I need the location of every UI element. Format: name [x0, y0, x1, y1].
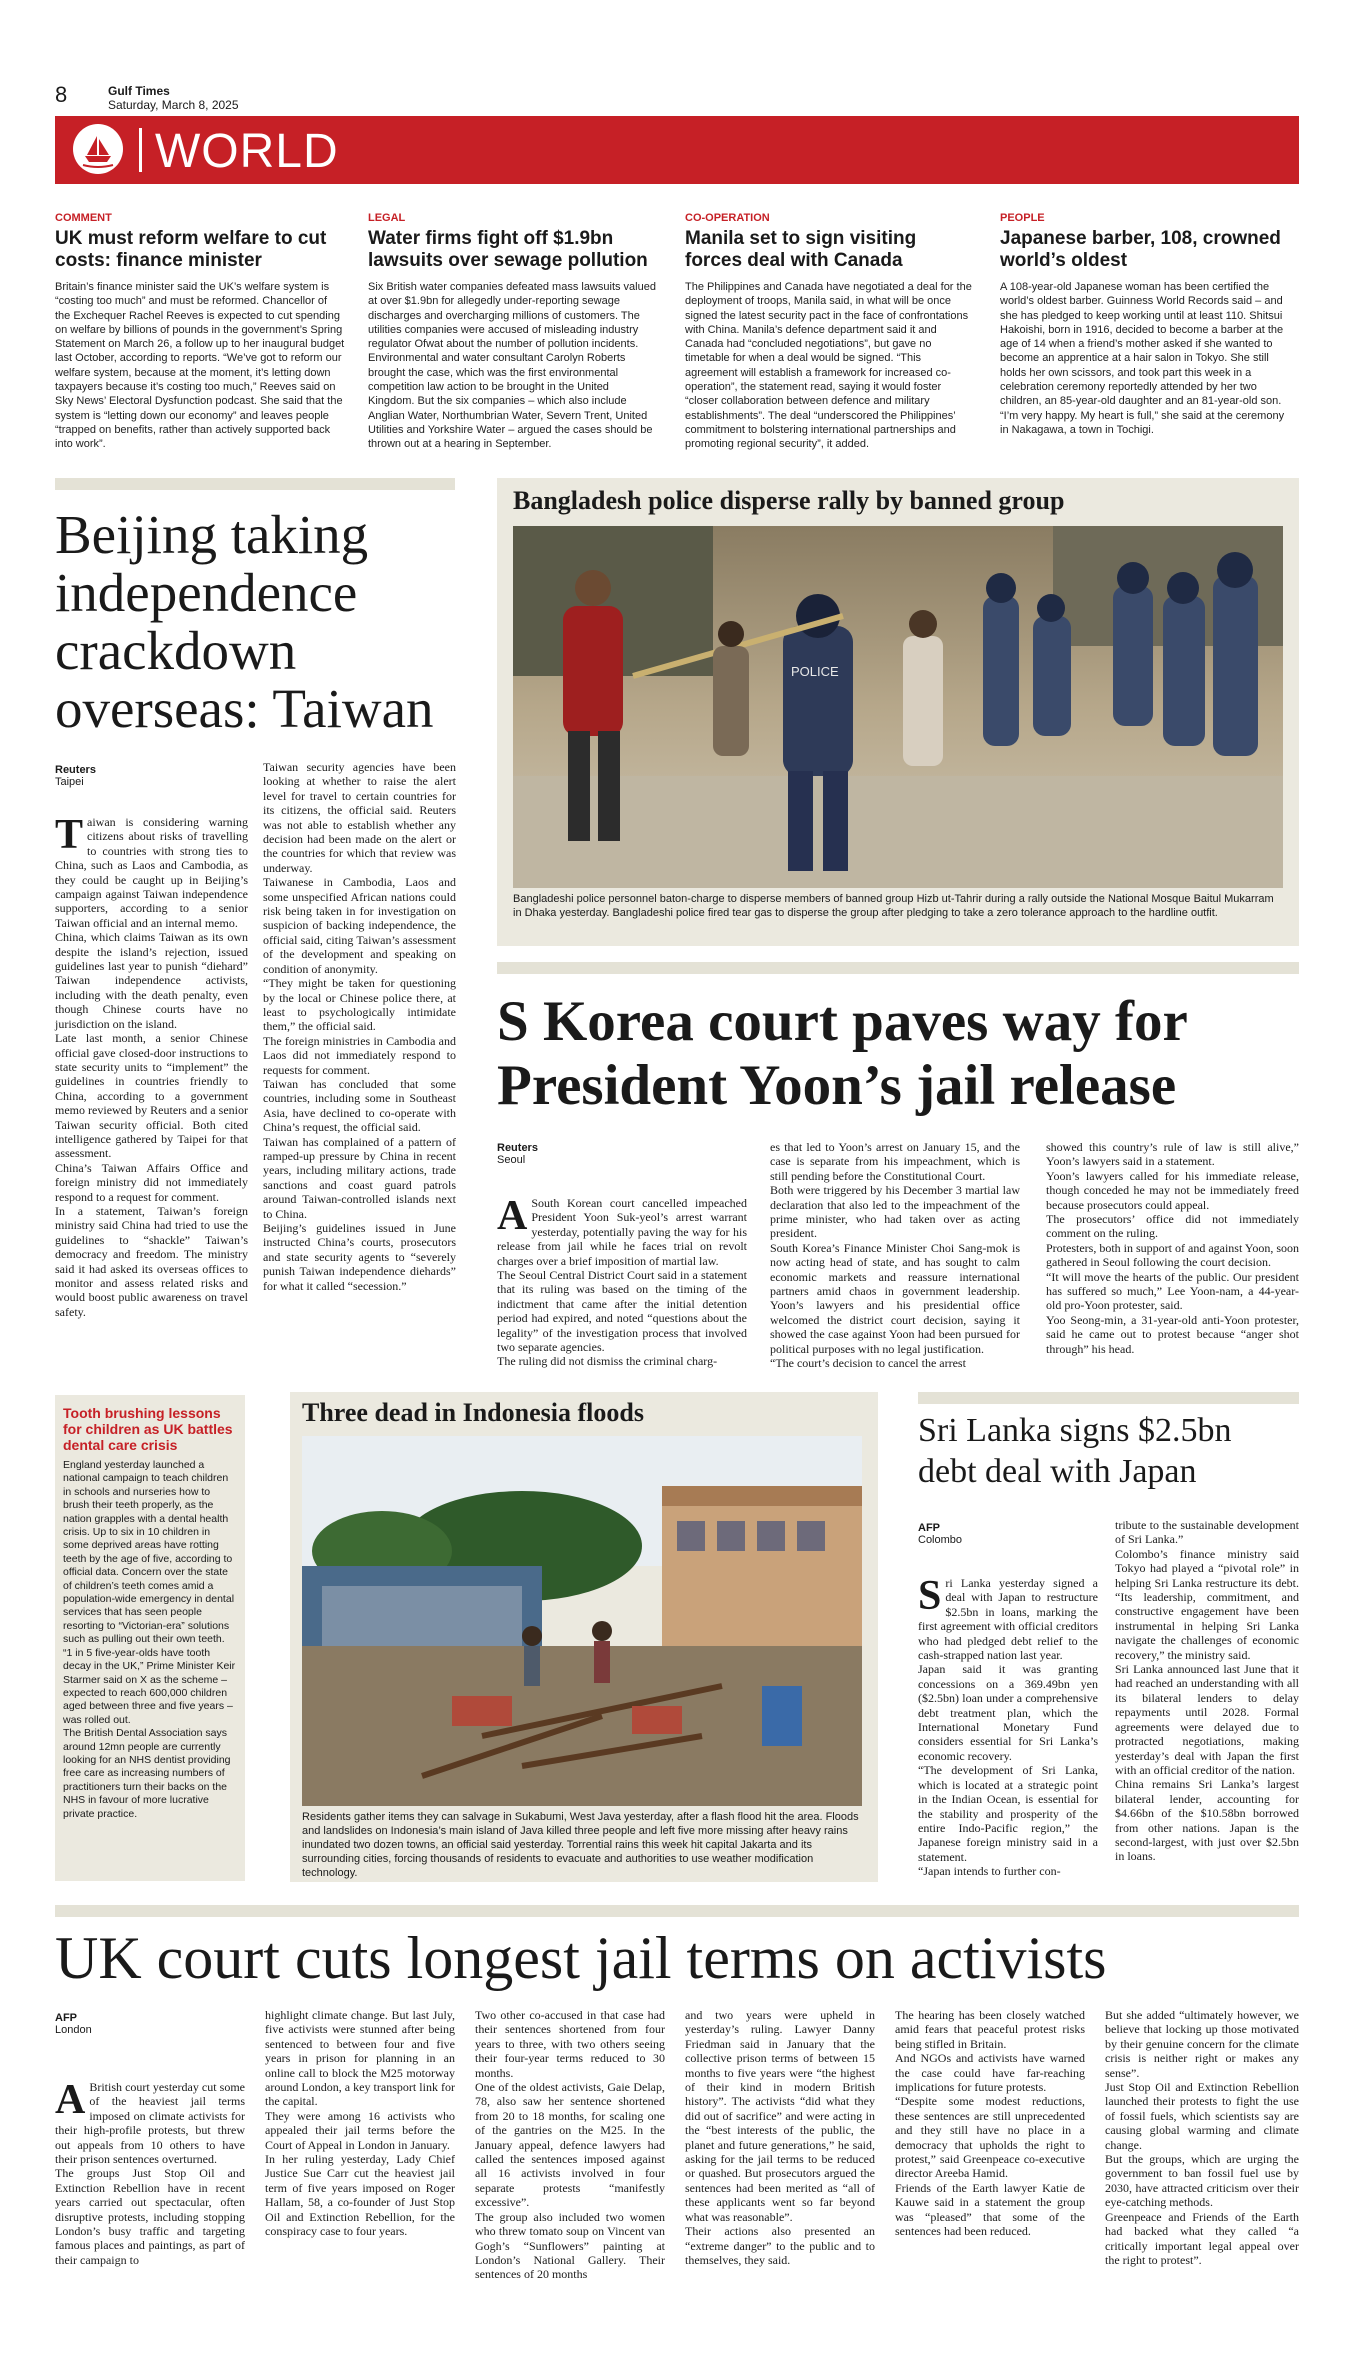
- story-text: But she added “ultimately however, we believe that locking up those motivated by their genuine concern for the climate crisis is neither right or makes any sense”. Just Stop Oil and Extinction Rebellion launched their protests to fight the use of fossil fuels, which scientists say are causing global warming and climate change. But the groups, which are urging the government to ban fossil fuel use by 2030, have attracted criticism over their eye-catching methods. Greenpeace and Friends of the Earth had backed what they called “a critically important legal appeal over the right to protest”.: [1105, 2008, 1299, 2267]
- section-title: WORLD: [155, 125, 339, 178]
- photo-headline[interactable]: Bangladesh police disperse rally by banned group: [513, 486, 1065, 515]
- drop-cap: T: [55, 812, 84, 858]
- brief-kicker: CO-OPERATION: [685, 212, 770, 224]
- story-column: [770, 1140, 1020, 1371]
- sidebar-headline[interactable]: Tooth brushing lessons for children as UK battles dental care crisis: [63, 1405, 233, 1453]
- drop-cap: S: [918, 1573, 942, 1619]
- story-column: [1105, 2008, 1299, 2267]
- story-column: [263, 760, 456, 1293]
- story-column: [475, 2008, 665, 2282]
- brief-barber: [1000, 212, 1290, 437]
- story-text: and two years were upheld in yesterday’s ruling. Lawyer Danny Friedman said in January that the collective prison terms of between 15 months to five years were “the highest of their kind in modern British history”. The activists “did what they did out of sacrifice” and were acting in the “best interests of the public, the planet and future generations,” he said, asking for the jail terms to be reduced or quashed. But prosecutors argued the sentences had been merited as “all of these applicants went so far beyond what was reasonable”. Their actions also presented an “extreme danger” to the public and to themselves, they said.: [685, 2008, 875, 2267]
- brief-body: Six British water companies defeated mass lawsuits valued at over $1.9bn for allegedly under-reporting sewage discharges and overcharging millions of customers. The utilities companies were accused of misleading industry regulator Ofwat about the number of pollution incidents. Environmental and water consultant Carolyn Roberts brought the case, which was the first environmental competition law action to be brought in the United Kingdom. But the six companies – which also include Anglian Water, Northumbrian Water, Severn Trent, United Utilities and Yorkshire Water – argued the cases should be thrown out at a hearing in September.: [368, 281, 656, 451]
- paper-name: Gulf Times: [108, 84, 170, 98]
- story-column: [1046, 1140, 1299, 1356]
- banner-divider: [139, 128, 142, 172]
- section-rule: [497, 962, 1299, 974]
- brief-kicker: LEGAL: [368, 212, 406, 224]
- story-headline-taiwan[interactable]: Beijing taking independence crackdown overseas: Taiwan: [55, 504, 434, 739]
- story-column: [918, 1573, 1098, 1879]
- brief-body: Britain’s finance minister said the UK’s welfare system is “costing too much” and must be reformed. Chancellor of the Exchequer Rachel Reeves is expected to cut spending on welfare by billions of pounds in the government’s Spring Statement on March 26, a follow up to her inaugural budget last October, according to reports. “We’ve got to reform our welfare system, because at the moment, it’s letting down taxpayers because it’s costing too much,” Reeves said on Sky News’ Electoral Dysfunction podcast. She said that the system is “letting down our economy” and leaves people “trapped on benefits, rather than actively supported back into work”.: [55, 281, 345, 451]
- byline: [55, 764, 96, 788]
- story-column: [55, 812, 248, 1319]
- brief-body: A 108-year-old Japanese woman has been certified the world’s oldest barber. Guinness World Records said – and she has pledged to keep working until at least 110. Shitsui Hakoishi, born in 1916, decided to become a barber at the age of 14 when a friend’s mother asked if she wanted to become an apprentice at a hair salon in Tokyo. She still holds her own scissors, and took part this week in a celebration ceremony reportedly attended by her two children, an 85-year-old daughter and an 81-year-old son. “I’m very happy. My heart is full,” she said at the ceremony in Nakagawa, a town in Tochigi.: [1000, 281, 1285, 436]
- police-label: POLICE: [791, 664, 839, 679]
- photo-caption: Residents gather items they can salvage in Sukabumi, West Java yesterday, after a flash flood hit the area. Floods and landslides on Indonesia’s main island of Java killed three people and left five more missing after heavy rains inundated two dozen towns, an official said yesterday. Torrential rains this week hit capital Jakarta and its surrounding cities, forcing thousands of residents to evacuate and authorities to use weather modification technology.: [302, 1811, 859, 1879]
- sidebar-body: England yesterday launched a national campaign to teach children in schools and nurseries how to brush their teeth properly, as the nation grapples with a dental health crisis. Up to six in 10 children in some deprived areas have rotting teeth by the age of five, according to official data. Concern over the state of children’s teeth comes amid a population-wide emergency in dental services that has seen people resorting to “Victorian-era” solutions such as pulling out their own teeth. “1 in 5 five-year-olds have tooth decay in the UK,” Prime Minister Keir Starmer said on X as the scheme – expected to reach 600,000 children aged between three and five years – was rolled out. The British Dental Association says around 12mn people are currently looking for an NHS dentist providing free care as increasing numbers of practitioners turn their backs on the NHS in favour of more lucrative private practice.: [63, 1459, 236, 1820]
- brief-headline[interactable]: UK must reform welfare to cut costs: finance minister: [55, 228, 327, 271]
- story-column: [895, 2008, 1085, 2239]
- story-text: British court yesterday cut some of the heaviest jail terms imposed on climate activists for their high-profile protests, but threw out appeals from 10 others to have their prison sentences overturned. The groups Just Stop Oil and Extinction Rebellion have in recent years carried out spectacular, often disruptive protests, including stopping London’s busy traffic and targeting famous places and paintings, as part of their campaign to: [55, 2080, 245, 2267]
- byline-dateline: Taipei: [55, 776, 84, 788]
- section-rule: [55, 1905, 1299, 1917]
- ship-logo-icon: [73, 124, 123, 174]
- story-text: tribute to the sustainable development of Sri Lanka.” Colombo’s finance ministry said Tokyo had played a “pivotal role” in helping Sri Lanka restructure its debt. “Its leadership, commitment, and constructive engagement have been instrumental in helping Sri Lanka navigate the challenges of economic recovery,” the ministry said. Sri Lanka announced last June that it had reached an understanding with all its bilateral lenders to delay repayments until 2028. Formal agreements were delayed due to protracted negotiations, making yesterday’s deal with Japan the first with an official creditor of the nation. China remains Sri Lanka’s largest bilateral lender, accounting for $4.66bn of the $10.58bn borrowed from other nations. Japan is the second-largest, with just over $2.5bn in loans.: [1115, 1518, 1299, 1864]
- news-photo: [302, 1436, 862, 1806]
- byline-agency: Reuters: [497, 1142, 538, 1154]
- byline-agency: AFP: [55, 2012, 77, 2024]
- story-text: Two other co-accused in that case had their sentences shortened from four years to three, with two others seeing their four-year terms reduced to 30 months. One of the oldest activists, Gaie Delap, 78, also saw her sentence shortened from 20 to 18 months, for scaling one of the gantries on the M25. In the January appeal, defence lawyers had called the sentences imposed against all 16 activists involved in four separate protests “manifestly excessive”. The group also included two women who threw tomato soup on Vincent van Gogh’s “Sunflowers” painting at London’s National Gallery. Their sentences of 20 months: [475, 2008, 665, 2282]
- byline-agency: Reuters: [55, 764, 96, 776]
- story-column: [55, 2077, 245, 2267]
- brief-headline[interactable]: Water firms fight off $1.9bn lawsuits over sewage pollution: [368, 228, 648, 271]
- photo-box-indonesia: [290, 1392, 878, 1882]
- story-headline-korea[interactable]: S Korea court paves way for President Yoon’s jail release: [497, 990, 1187, 1117]
- story-text: showed this country’s rule of law is still alive,” Yoon’s lawyers said in a statement. Yoon’s lawyers called for his immediate release, though conceded he may not be immediately freed because prosecutors could appeal. The prosecutors’ office did not immediately comment on the ruling. Protesters, both in support of and against Yoon, soon gathered in Seoul following the court decision. “It will move the hearts of the public. Our president has suffered so much,” Lee Yoon-nam, a 44-year-old pro-Yoon protester, said. Yoo Seong-min, a 31-year-old anti-Yoon protester, said he came out to protest because “anger shot through” his head.: [1046, 1140, 1299, 1356]
- story-text: South Korean court cancelled impeached President Yoon Suk-yeol’s arrest warrant yesterday, potentially paving the way for his release from jail while he faces trial on revolt charges over a brief imposition of martial law. The Seoul Central District Court said in a statement that its ruling was based on the timing of the indictment that came after the initial detention period had expired, and noted “questions about the legality” of the investigation process that involved two separate agencies. The ruling did not dismiss the criminal charg-: [497, 1196, 747, 1369]
- story-text: The hearing has been closely watched amid fears that peaceful protest risks being stifled in Britain. And NGOs and activists have warned the case could have far-reaching implications for future protests. “Despite some modest reductions, these sentences are still unprecedented and they still have no place in a democracy that upholds the right to protest,” said Greenpeace co-executive director Areeba Hamid. Friends of the Earth lawyer Katie de Kauwe said in a statement the group was “pleased” that some of the sentences had been reduced.: [895, 2008, 1085, 2239]
- brief-welfare: [55, 212, 345, 452]
- byline-agency: AFP: [918, 1522, 940, 1534]
- story-column: [685, 2008, 875, 2267]
- byline: [497, 1142, 538, 1166]
- story-text: es that led to Yoon’s arrest on January 15, and the case is separate from his impeachment, which is still pending before the Constitutional Court. Both were triggered by his December 3 martial law declaration that also led to the impeachment of the prime minister, who had taken over as acting president. South Korea’s Finance Minister Choi Sang-mok is now acting head of state, and has sought to calm economic markets and reassure international partners amid chaos in government leadership. Yoon’s lawyers and his presidential office welcomed the district court decision, saying it showed the case against Yoon had been pursued for political purposes with no legal justification. “The court’s decision to cancel the arrest: [770, 1140, 1020, 1371]
- section-banner: [55, 116, 1299, 184]
- photo-headline[interactable]: Three dead in Indonesia floods: [302, 1398, 644, 1427]
- brief-headline[interactable]: Japanese barber, 108, crowned world’s oldest: [1000, 228, 1281, 271]
- byline: [918, 1522, 962, 1546]
- byline-dateline: Colombo: [918, 1534, 963, 1546]
- story-text: ri Lanka yesterday signed a deal with Japan to restructure $2.5bn in loans, marking the first agreement with official creditors who had pledged debt relief to the cash-strapped nation last year. Japan said it was granting concessions on a 369.49bn yen ($2.5bn) loan under a comprehensive debt treatment plan, which the International Monetary Fund considers essential for Sri Lanka’s economic recovery. “The development of Sri Lanka, which is located at a strategic point in the Indian Ocean, is essential for the stability and prosperity of the entire Indo-Pacific region,” the Japanese foreign ministry said in a statement. “Japan intends to further con-: [918, 1576, 1098, 1879]
- story-text: highlight climate change. But last July, five activists were stunned after being sentenced to between four and five years in prison for planning in an online call to block the M25 motorway around London, a key transport link for the capital. They were among 16 activists who appealed their jail terms before the Court of Appeal in London in January. In her ruling yesterday, Lady Chief Justice Sue Carr cut the heaviest jail term of five years imposed on Roger Hallam, 58, a co-founder of Just Stop Oil and Extinction Rebellion, for the conspiracy case to four years.: [265, 2008, 455, 2239]
- brief-manila: [685, 212, 975, 452]
- story-column: [497, 1193, 747, 1369]
- brief-headline[interactable]: Manila set to sign visiting forces deal with Canada: [685, 228, 917, 271]
- story-headline-uk-court[interactable]: UK court cuts longest jail terms on activists: [55, 1925, 1107, 1991]
- story-text: Taiwan security agencies have been looking at whether to raise the alert level for travel to certain countries for its citizens, the official said. Reuters was not able to establish whether any decision had been made on the alert or the countries for which that review was underway. Taiwanese in Cambodia, Laos and some unspecified African nations could risk being taken in for investigation on suspicion of backing independence, the official said, citing Taiwan’s assessment of the development and speaking on condition of anonymity. “They might be taken for questioning by the local or Chinese police there, at least to psychologically intimidate them,” the official said. The foreign ministries in Cambodia and Laos did not immediately respond to requests for comment. Taiwan has concluded that some countries, including some in Southeast Asia, have declined to co-operate with China’s request, the official said. Taiwan has complained of a pattern of ramped-up pressure by China in recent years, including military actions, trade sanctions and coast guard patrols around Taiwan-controlled islands next to China. Beijing’s guidelines issued in June instructed China’s courts, prosecutors and state security agents to “severely punish Taiwan independence diehards” for what it called “secession.”: [263, 760, 456, 1293]
- news-photo: [513, 526, 1283, 888]
- story-headline-srilanka[interactable]: Sri Lanka signs $2.5bn debt deal with Japan: [918, 1412, 1232, 1490]
- story-column: [265, 2008, 455, 2239]
- byline-dateline: London: [55, 2024, 92, 2036]
- brief-water: [368, 212, 658, 452]
- brief-kicker: COMMENT: [55, 212, 112, 224]
- section-rule: [918, 1392, 1299, 1404]
- sidebar-box-tooth: [55, 1395, 245, 1881]
- photo-caption: Bangladeshi police personnel baton-charge to disperse members of banned group Hizb ut-Tahrir during a rally outside the National Mosque Baitul Mukarram in Dhaka yesterday. Bangladeshi police fired tear gas to disperse the group after pledging to take a zero tolerance approach to the hardline outfit.: [513, 893, 1274, 919]
- byline-dateline: Seoul: [497, 1154, 526, 1166]
- drop-cap: A: [497, 1193, 528, 1239]
- brief-body: The Philippines and Canada have negotiated a deal for the deployment of troops, Manila said, in what will be once signed the latest security pact in the face of confrontations with China. Manila’s defence department said it and Canada had “concluded negotiations”, but gave no timetable for when a deal would be signed. “This agreement will establish a framework for increased co-operation”, the statement read, saying it would foster “closer collaboration between defence and military establishments”. The deal “underscored the Philippines’ commitment to bolstering international partnerships and promoting regional security”, it added.: [685, 281, 972, 451]
- drop-cap: A: [55, 2077, 86, 2123]
- section-rule: [55, 478, 455, 490]
- page-number: 8: [55, 82, 68, 107]
- issue-date: Saturday, March 8, 2025: [108, 98, 239, 112]
- byline: [55, 2012, 92, 2036]
- story-column: [1115, 1518, 1299, 1864]
- story-text: aiwan is considering warning citizens about risks of travelling to countries with strong ties to China, such as Laos and Cambodia, as they could be caught up in Beijing’s campaign against Taiwan independence supporters, according to a senior Taiwan official and an internal memo. China, which claims Taiwan as its own despite the island’s rejection, issued guidelines last year to punish “diehard” Taiwan independence activists, including with the death penalty, even though Chinese courts have no jurisdiction on the island. Late last month, a senior Chinese official gave closed-door instructions to state security units to “implement” the guidelines in countries friendly to China, according to a government memo reviewed by Reuters and a senior Taiwan security official. Both cited intelligence gathered by Taipei for that assessment. China’s Taiwan Affairs Office and foreign ministry did not immediately respond to a request for comment. In a statement, Taiwan’s foreign ministry said China had tried to use the guidelines to “shackle” Taiwan’s democracy and freedom. The ministry said it had asked its overseas offices to monitor and assess related risks and would boost public awareness on travel safety.: [55, 815, 248, 1319]
- photo-box-bangladesh: [497, 478, 1299, 946]
- brief-kicker: PEOPLE: [1000, 212, 1045, 224]
